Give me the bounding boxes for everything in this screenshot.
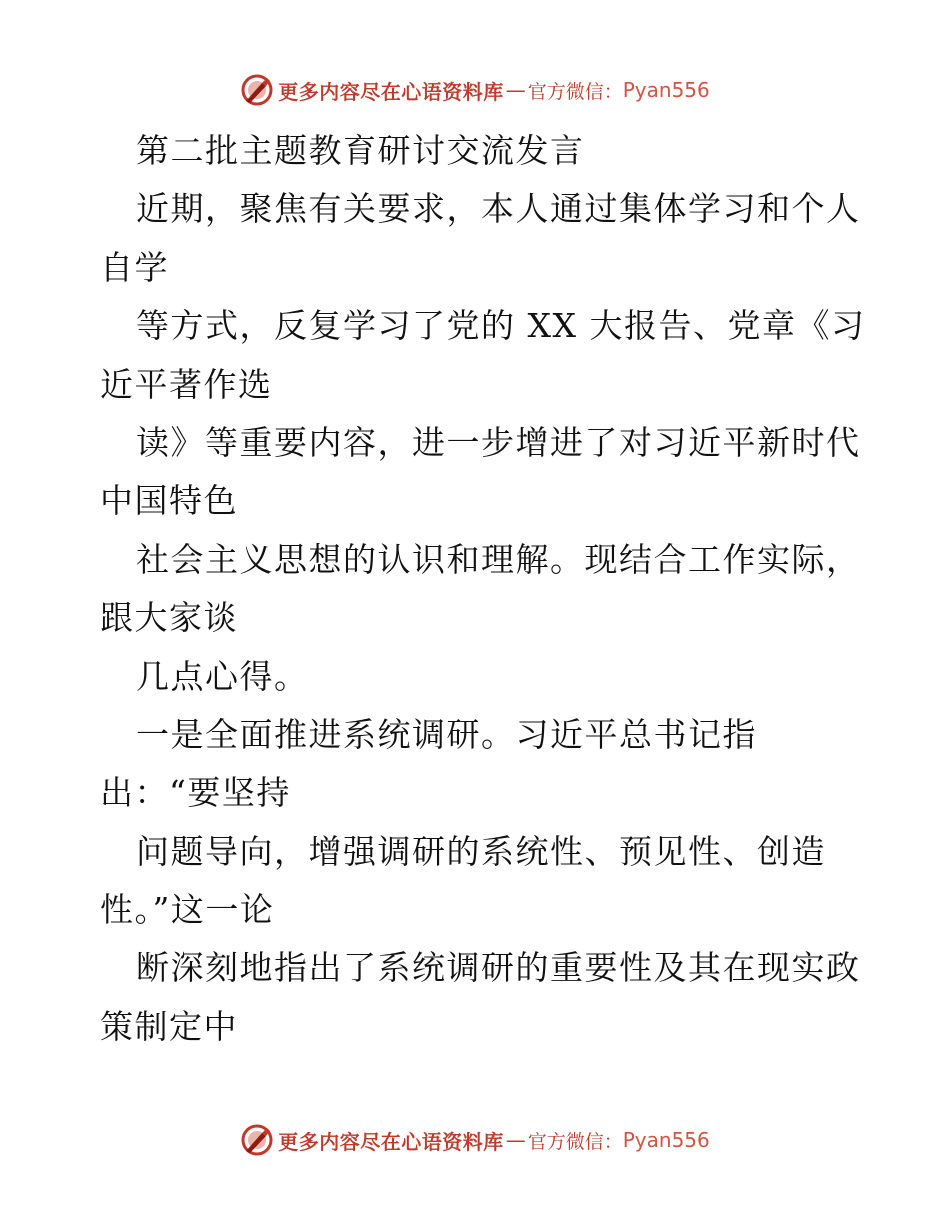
- text-line: 几点心得。: [136, 656, 309, 696]
- document-title: 第二批主题教育研讨交流发言: [136, 131, 585, 170]
- watermark-site-text: 更多内容尽在心语资料库: [278, 79, 504, 104]
- text-line: 近期，聚焦有关要求，本人通过集体学习和个人: [136, 189, 861, 229]
- document-body: [100, 122, 866, 1056]
- text-line: 性。”这一论: [100, 890, 275, 930]
- footer-watermark: [0, 1120, 950, 1160]
- watermark-wechat-id: Pyan556: [622, 78, 710, 102]
- watermark-separator: —: [505, 1128, 526, 1152]
- text-line: 出：“要坚持: [100, 773, 291, 813]
- text-line: 问题导向，增强调研的系统性、预见性、创造: [136, 831, 826, 871]
- text-line: 读》等重要内容，进一步增进了对习近平新时代: [136, 422, 861, 462]
- text-line: 自学: [100, 247, 169, 287]
- watermark-wechat-label: 官方微信：: [527, 1130, 623, 1153]
- text-line: 等方式，反复学习了党的 XX 大报告、党章《习: [136, 306, 866, 346]
- text-line: 策制定中: [100, 1006, 238, 1046]
- text-line: 社会主义思想的认识和理解。现结合工作实际，: [136, 539, 861, 579]
- watermark-wechat-label: 官方微信：: [527, 80, 623, 103]
- watermark-site-text: 更多内容尽在心语资料库: [278, 1129, 504, 1154]
- watermark-separator: —: [505, 78, 526, 102]
- text-line: 一是全面推进系统调研。习近平总书记指: [136, 714, 757, 754]
- watermark-wechat-id: Pyan556: [622, 1128, 710, 1152]
- text-line: 断深刻地指出了系统调研的重要性及其在现实政: [136, 948, 861, 988]
- pen-logo-icon: [240, 1123, 274, 1157]
- text-line: 近平著作选: [100, 364, 273, 404]
- text-line: 中国特色: [100, 481, 238, 521]
- text-line: 跟大家谈: [100, 598, 238, 638]
- header-watermark: [0, 70, 950, 110]
- pen-logo-icon: [240, 73, 274, 107]
